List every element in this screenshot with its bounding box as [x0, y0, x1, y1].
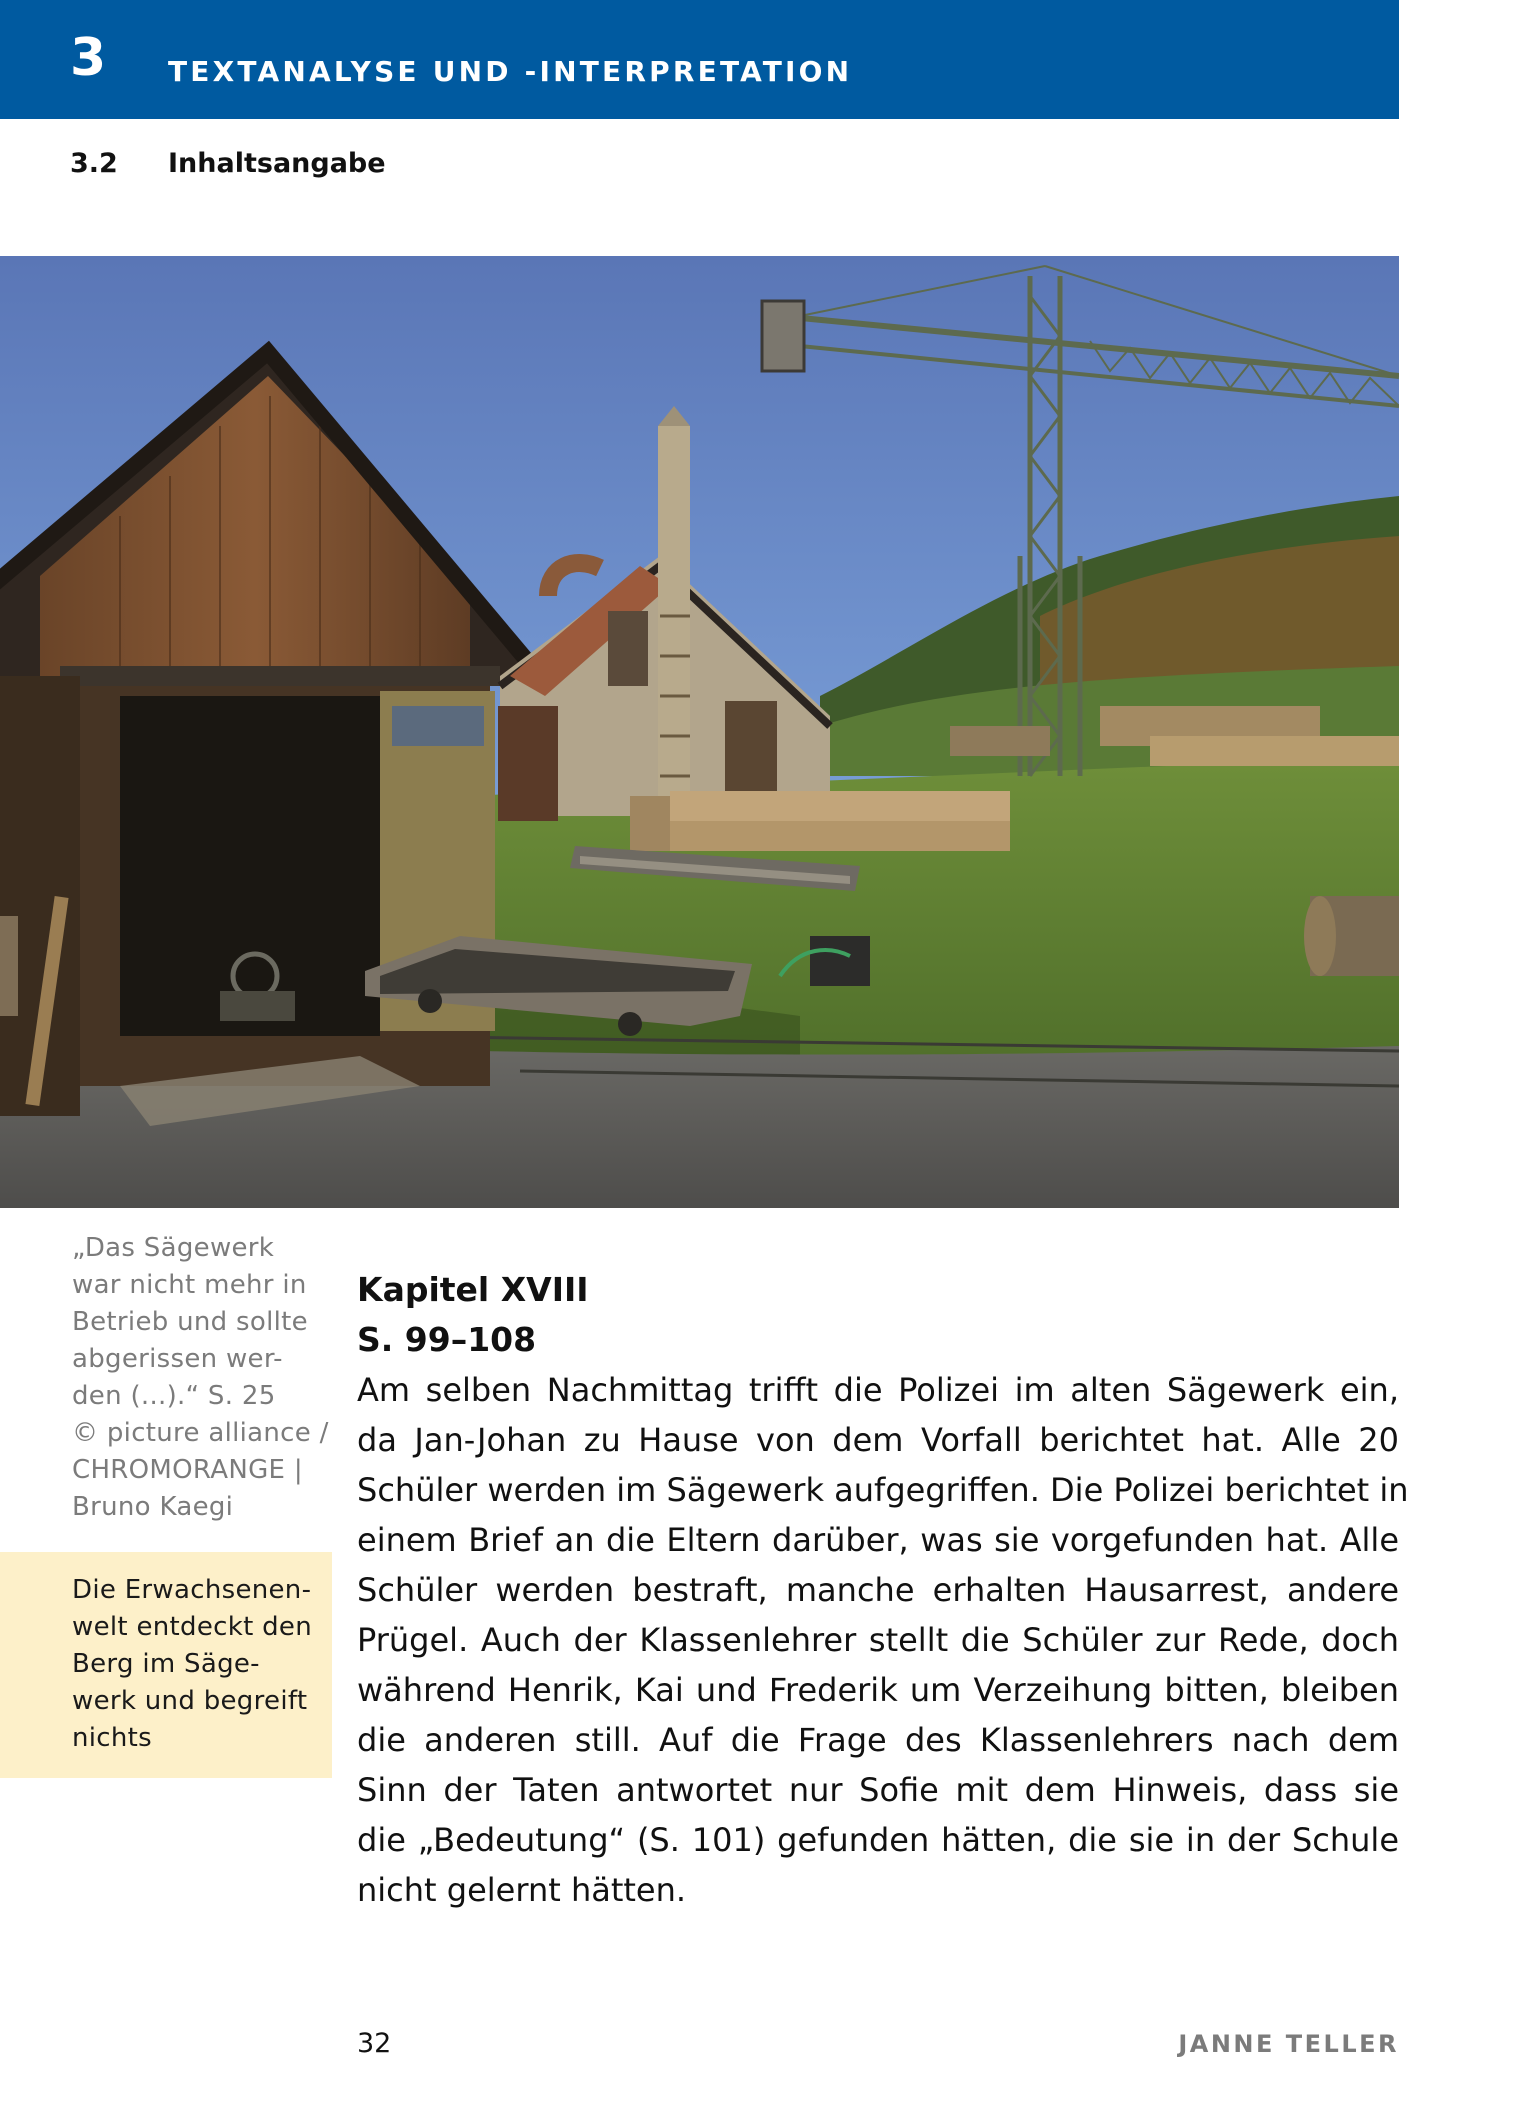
chapter-title: Kapitel XVIII	[357, 1270, 589, 1309]
caption-credit-line: © picture alliance /	[72, 1418, 329, 1448]
chapter-title: TEXTANALYSE UND -INTERPRETATION	[168, 55, 853, 88]
marginal-note-line: Berg im Säge-	[72, 1649, 260, 1679]
caption-credit-line: CHROMORANGE |	[72, 1455, 303, 1485]
caption-line: „Das Sägewerk	[72, 1233, 275, 1263]
chapter-number: 3	[70, 28, 107, 88]
chapter-header-bar	[0, 0, 1399, 119]
caption-line: abgerissen wer-	[72, 1344, 283, 1374]
caption-line: war nicht mehr in	[72, 1270, 307, 1300]
chapter-heading	[357, 1265, 589, 1365]
marginal-note-line: werk und begreift	[72, 1686, 308, 1716]
photo-caption	[72, 1230, 332, 1526]
section-title: Inhaltsangabe	[168, 148, 386, 179]
marginal-note-line: Die Erwachsenen-	[72, 1575, 312, 1605]
paragraph-line: Sinn der Taten antwortet nur Sofie mit dem Hinweis, dass sie	[357, 1771, 1399, 1809]
paragraph-line: Schüler werden im Sägewerk aufgegriffen. Die Polizei berichtet in	[357, 1471, 1409, 1509]
chapter-summary-paragraph	[357, 1365, 1409, 1915]
caption-line: den (...).“ S. 25	[72, 1381, 276, 1411]
marginal-note-box	[0, 1552, 332, 1778]
paragraph-line: die anderen still. Auf die Frage des Klassenlehrers nach dem	[357, 1721, 1399, 1759]
marginal-note-line: nichts	[72, 1723, 153, 1753]
marginal-note-line: welt entdeckt den	[72, 1612, 313, 1642]
chapter-pages: S. 99–108	[357, 1320, 537, 1359]
paragraph-line: nicht gelernt hätten.	[357, 1871, 687, 1909]
paragraph-line: Am selben Nachmittag trifft die Polizei im alten Sägewerk ein,	[357, 1371, 1399, 1409]
paragraph-line: während Henrik, Kai und Frederik um Verzeihung bitten, bleiben	[357, 1671, 1399, 1709]
caption-line: Betrieb und sollte	[72, 1307, 308, 1337]
paragraph-line: die „Bedeutung“ (S. 101) gefunden hätten, die sie in der Schule	[357, 1821, 1399, 1859]
sawmill-photo	[0, 256, 1399, 1208]
section-number: 3.2	[70, 148, 118, 179]
caption-credit-line: Bruno Kaegi	[72, 1492, 234, 1522]
paragraph-line: einem Brief an die Eltern darüber, was sie vorgefunden hat. Alle	[357, 1521, 1399, 1559]
paragraph-line: da Jan-Johan zu Hause von dem Vorfall berichtet hat. Alle 20	[357, 1421, 1399, 1459]
page-number: 32	[357, 2028, 392, 2059]
marginal-note-text	[72, 1572, 312, 1757]
paragraph-line: Schüler werden bestraft, manche erhalten Hausarrest, andere	[357, 1571, 1399, 1609]
paragraph-line: Prügel. Auch der Klassenlehrer stellt die Schüler zur Rede, doch	[357, 1621, 1399, 1659]
footer-author: JANNE TELLER	[1178, 2030, 1399, 2058]
